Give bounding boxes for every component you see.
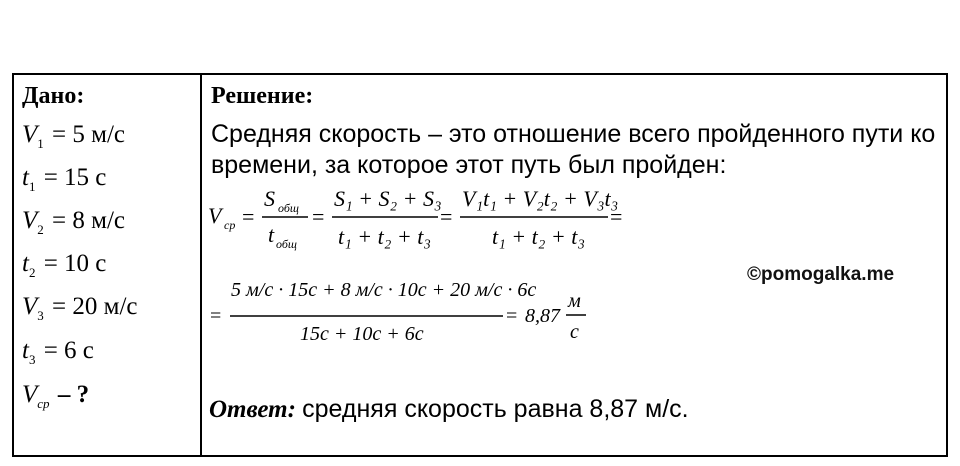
given-row-vcp: $V_{ср}$ – ? [22, 381, 90, 411]
formula1-f3-num: V₁t₁ + V₂t₂ + V₃t₃ [462, 186, 619, 211]
given-row-v2: $V_2 = 8$ м/с [22, 207, 125, 237]
formula2-unit-num: м [568, 290, 581, 312]
formula2-unit-den: с [570, 321, 579, 343]
watermark: ©pomogalka.me [747, 264, 895, 285]
given-column [22, 81, 197, 411]
formula1-lhs: V [208, 203, 222, 228]
formula1-f2-num: S₁ + S₂ + S₃ [334, 186, 442, 211]
formula1-lhs-sub: ср [224, 218, 236, 232]
formula1-f3-den: t₁ + t₂ + t₃ [492, 224, 585, 249]
svg-text:=: = [242, 204, 255, 229]
formula1-f1-num-sub: общ [278, 201, 299, 215]
solution-text: Средняя скорость – это отношение всего пройденного пути ко времени, за которое этот путь был пройден: [211, 120, 936, 179]
formula2-result: 8,87 [525, 305, 560, 327]
svg-text:=: = [312, 204, 325, 229]
answer-text: средняя скорость равна 8,87 м/с. [302, 395, 689, 423]
given-row-t1: $t_1 = 15$ с [22, 164, 107, 194]
given-row-t3: $t_3 = 6$ с [22, 337, 94, 367]
answer-label: Ответ: [209, 396, 296, 423]
solution-heading: Решение: [211, 83, 314, 109]
svg-text:=: = [440, 204, 453, 229]
given-row-t2: $t_2 = 10$ с [22, 250, 107, 280]
answer-line [209, 395, 689, 424]
formula1-f2-den: t₁ + t₂ + t₃ [338, 224, 431, 249]
given-heading: Дано: [22, 83, 85, 109]
svg-text:=: = [210, 305, 222, 327]
given-row-v3: $V_3 = 20$ м/с [22, 293, 138, 323]
formula1-f1-num: S [264, 186, 275, 211]
svg-text:=: = [610, 204, 623, 229]
column-divider [200, 75, 202, 455]
formula1-f1-den: t [268, 222, 275, 247]
formula2-den: 15с + 10с + 6с [300, 323, 424, 345]
solution-column [211, 81, 941, 179]
formula2-num: 5 м/с · 15с + 8 м/с · 10с + 20 м/с · 6с [231, 279, 537, 301]
formula1-f1-den-sub: общ [276, 237, 297, 251]
given-row-v1: $V_1 = 5$ м/с [22, 121, 125, 151]
svg-text:=: = [506, 305, 518, 327]
